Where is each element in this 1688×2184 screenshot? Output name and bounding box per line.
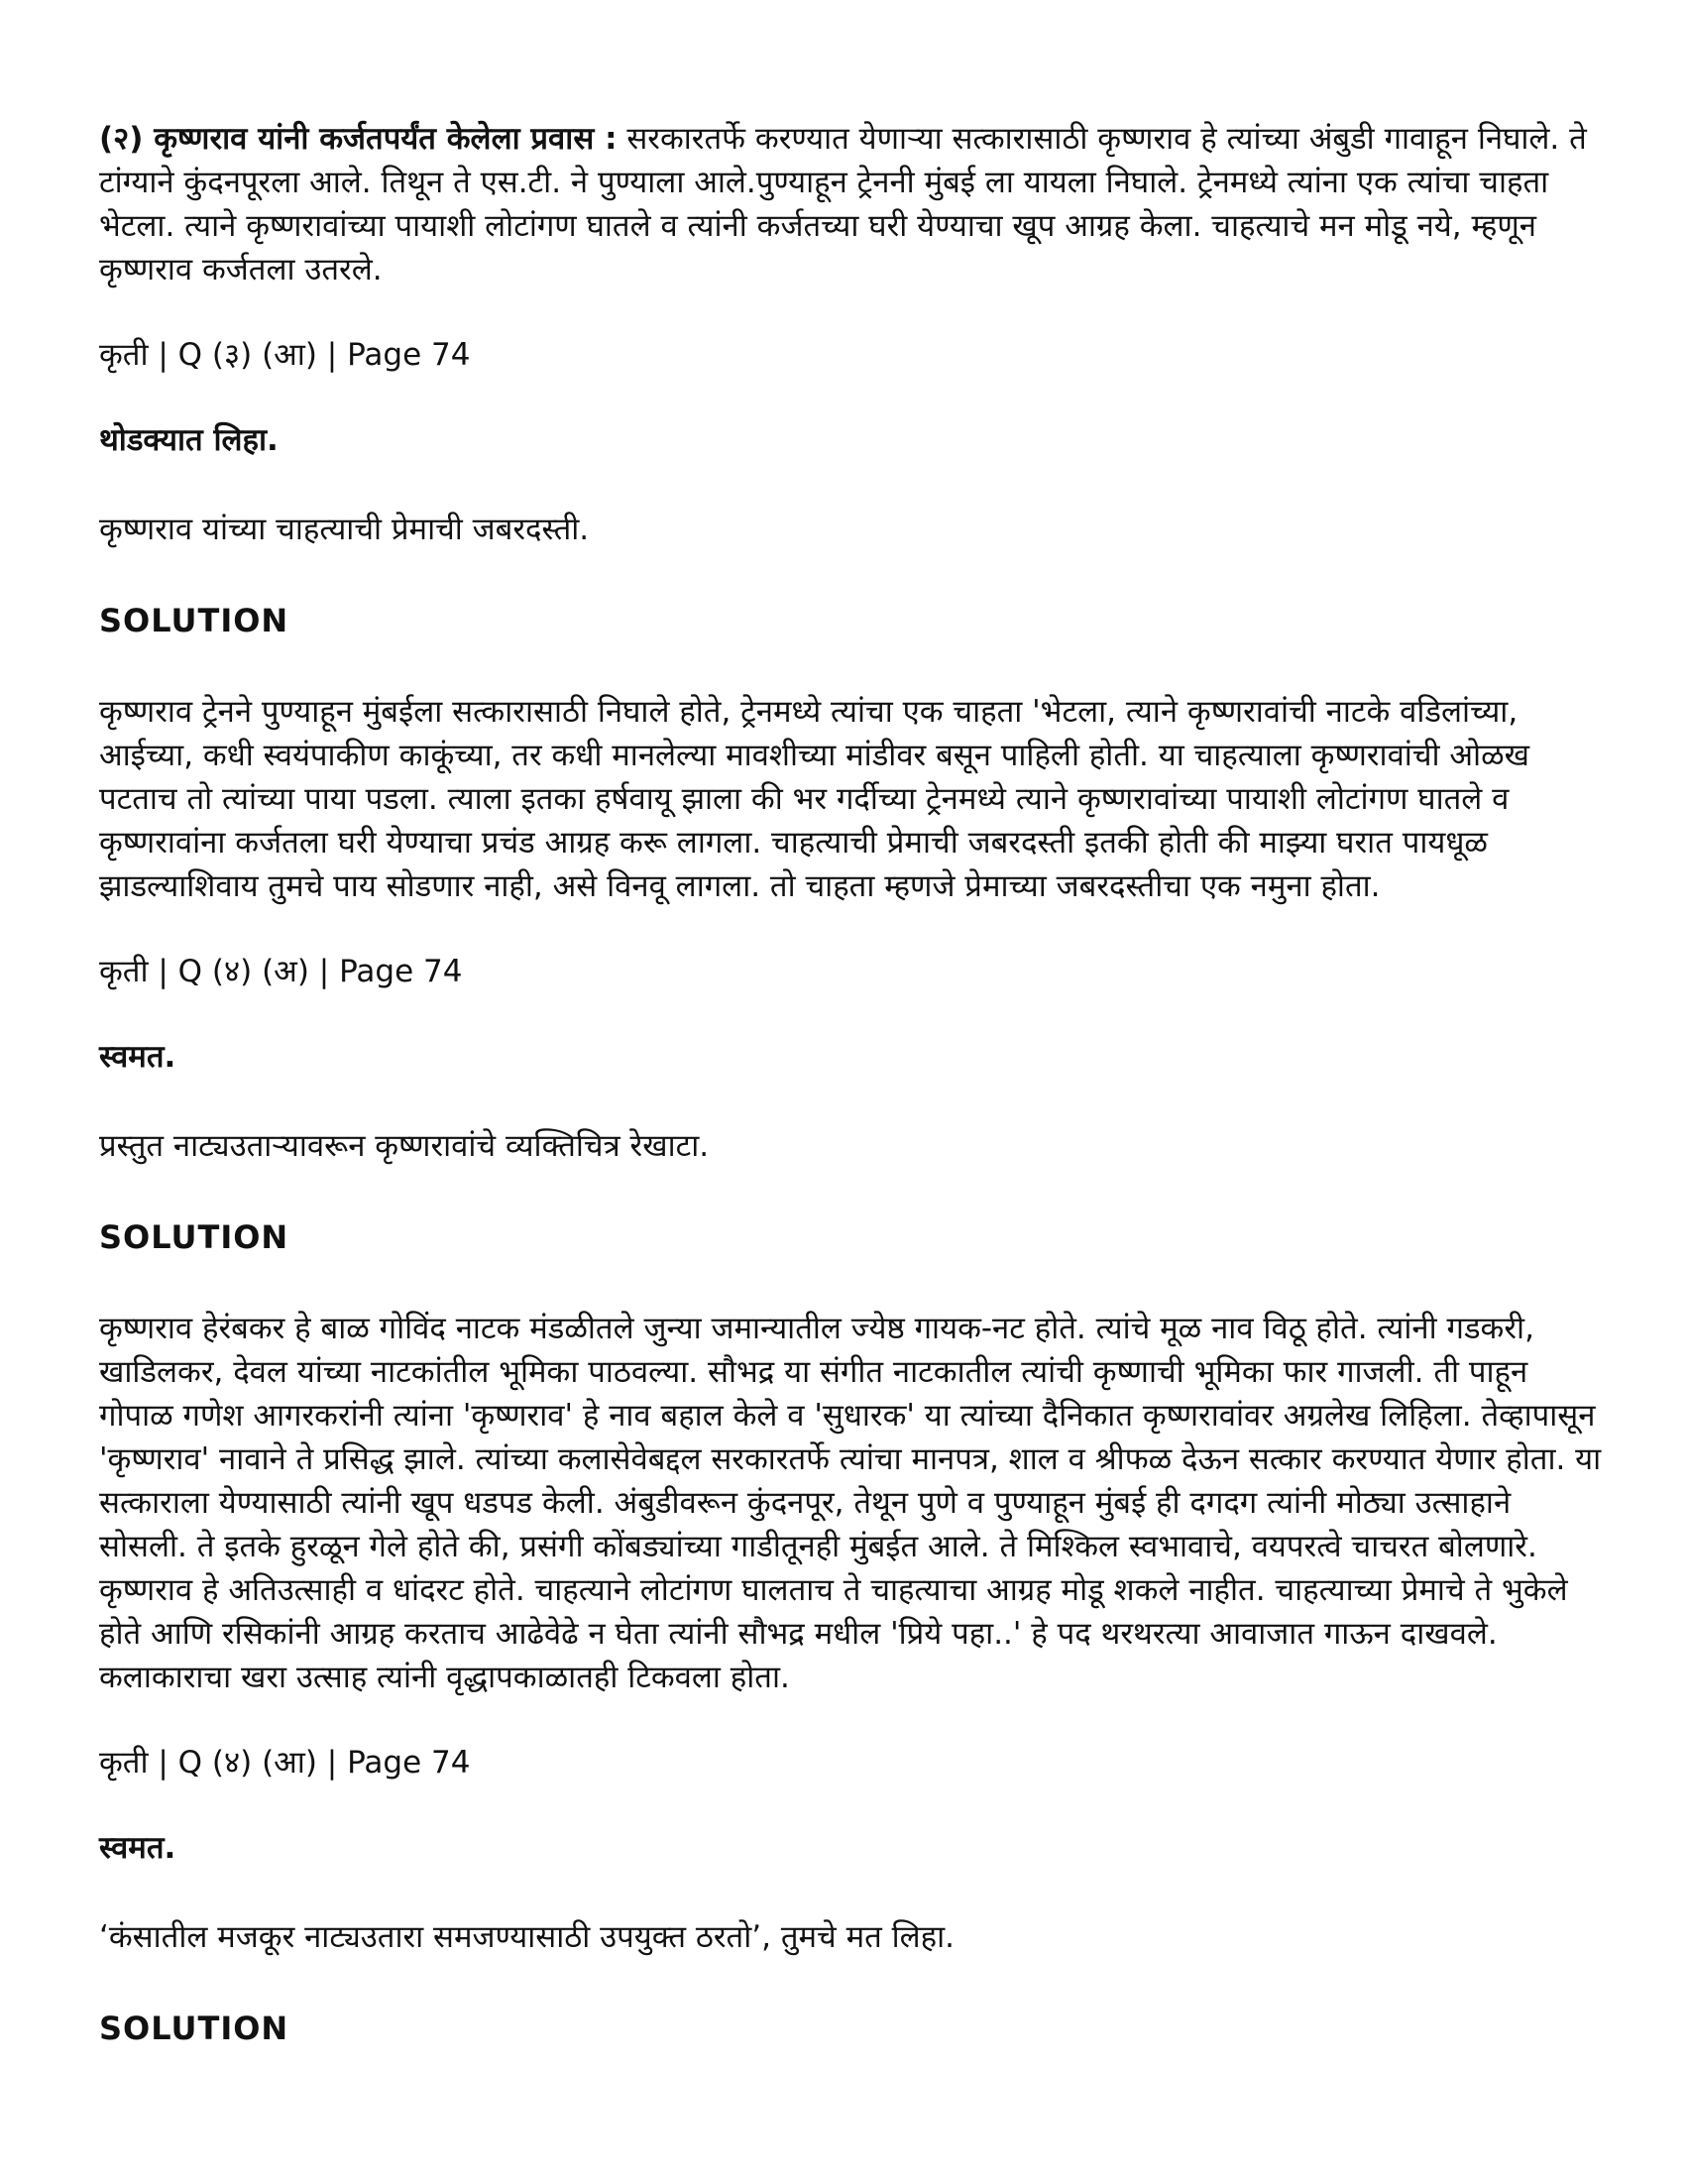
question-text: कृष्णराव यांच्या चाहत्याची प्रेमाची जबरदस्ती. — [99, 512, 590, 547]
solution-heading: SOLUTION — [99, 602, 289, 639]
solution-text: कृष्णराव हेरंबकर हे बाळ गोविंद नाटक मंडळीतले जुन्या जमान्यातील ज्येष्ठ गायक-नट होते. त्यांचे मूळ नाव विठू होते. त्यांनी गडकरी, खाडिलकर, देवल यांच्या नाटकांतील भूमिका पाठवल्या. सौभद्र या संगीत नाटकातील त्यांची कृष्णाची भूमिका फार गाजली. ती पाहून गोपाळ गणेश आगरकरांनी त्यांना 'कृष्णराव' हे नाव बहाल केले व 'सुधारक' या त्यांच्या दैनिकात कृष्णरावांवर अग्रलेख लिहिला. तेव्हापासून 'कृष्णराव' नावाने ते प्रसिद्ध झाले. त्यांच्या कलासेवेबद्दल सरकारतर्फे त्यांचा मानपत्र, शाल व श्रीफळ देऊन सत्कार करण्यात येणार होता. या सत्काराला येण्यासाठी त्यांनी खूप धडपड केली. अंबुडीवरून कुंदनपूर, तेथून पुणे व पुण्याहून मुंबई ही दगदग त्यांनी मोठ्या उत्साहाने सोसली. ते इतके हुरळून गेले होते की, प्रसंगी कोंबड्यांच्या गाडीतूनही मुंबईत आले. ते मिश्किल स्वभावाचे, वयपरत्वे चाचरत बोलणारे. कृष्णराव हे अतिउत्साही व धांदरट होते. चाहत्याने लोटांगण घालताच ते चाहत्याचा आग्रह मोडू शकले नाहीत. चाहत्याच्या प्रेमाचे ते भुकेले होते आणि रसिकांनी आग्रह करताच आढेवेढे न घेता त्यांनी सौभद्र मधील 'प्रिये पहा..' हे पद थरथरत्या आवाजात गाऊन दाखवले. कलाकाराचा खरा उत्साह त्यांनी वृद्धापकाळातही टिकवला होता. — [99, 1311, 1602, 1695]
question-reference: कृती | Q (३) (आ) | Page 74 — [99, 337, 471, 373]
document-body — [99, 117, 1606, 2050]
section-paragraph — [99, 117, 1606, 291]
question-text: प्रस्तुत नाट्यउताऱ्यावरून कृष्णरावांचे व्यक्तिचित्र रेखाटा. — [99, 1128, 710, 1164]
section-heading: (२) कृष्णराव यांनी कर्जतपर्यंत केलेला प्रवास : — [99, 121, 618, 157]
solution-text: कृष्णराव ट्रेनने पुण्याहून मुंबईला सत्कारासाठी निघाले होते, ट्रेनमध्ये त्यांचा एक चाहता 'भेटला, त्याने कृष्णरावांची नाटके वडिलांच्या, आईच्या, कधी स्वयंपाकीण काकूंच्या, तर कधी मानलेल्या मावशीच्या मांडीवर बसून पाहिली होती. या चाहत्याला कृष्णरावांची ओळख पटताच तो त्यांच्या पाया पडला. त्याला इतका हर्षवायू झाला की भर गर्दीच्या ट्रेनमध्ये त्याने कृष्णरावांच्या पायाशी लोटांगण घातले व कृष्णरावांना कर्जतला घरी येण्याचा प्रचंड आग्रह करू लागला. चाहत्याची प्रेमाची जबरदस्ती इतकी होती की माझ्या घरात पायधूळ झाडल्याशिवाय तुमचे पाय सोडणार नाही, असे विनवू लागला. तो चाहता म्हणजे प्रेमाच्या जबरदस्तीचा एक नमुना होता. — [99, 694, 1530, 904]
question-reference: कृती | Q (४) (अ) | Page 74 — [99, 954, 463, 989]
question-text: ‘कंसातील मजकूर नाट्यउतारा समजण्यासाठी उपयुक्त ठरतो’, तुमचे मत लिहा. — [99, 1919, 956, 1955]
question-type-label: थोडक्यात लिहा. — [99, 422, 279, 458]
solution-heading: SOLUTION — [99, 1218, 289, 1256]
question-type-label: स्वमत. — [99, 1039, 176, 1075]
question-type-label: स्वमत. — [99, 1830, 176, 1866]
solution-heading: SOLUTION — [99, 2010, 289, 2047]
section-body: सरकारतर्फे करण्यात येणाऱ्या सत्कारासाठी कृष्णराव हे त्यांच्या अंबुडी गावाहून निघाले. ते टांग्याने कुंदनपूरला आले. तिथून ते एस.टी. ने पुण्याला आले.पुण्याहून ट्रेननी मुंबई ला यायला निघाले. ट्रेनमध्ये त्यांना एक त्यांचा चाहता भेटला. त्याने कृष्णरावांच्या पायाशी लोटांगण घातले व त्यांनी कर्जतच्या घरी येण्याचा खूप आग्रह केला. चाहत्याचे मन मोडू नये, म्हणून कृष्णराव कर्जतला उतरले. — [99, 121, 1587, 287]
question-reference: कृती | Q (४) (आ) | Page 74 — [99, 1745, 471, 1781]
